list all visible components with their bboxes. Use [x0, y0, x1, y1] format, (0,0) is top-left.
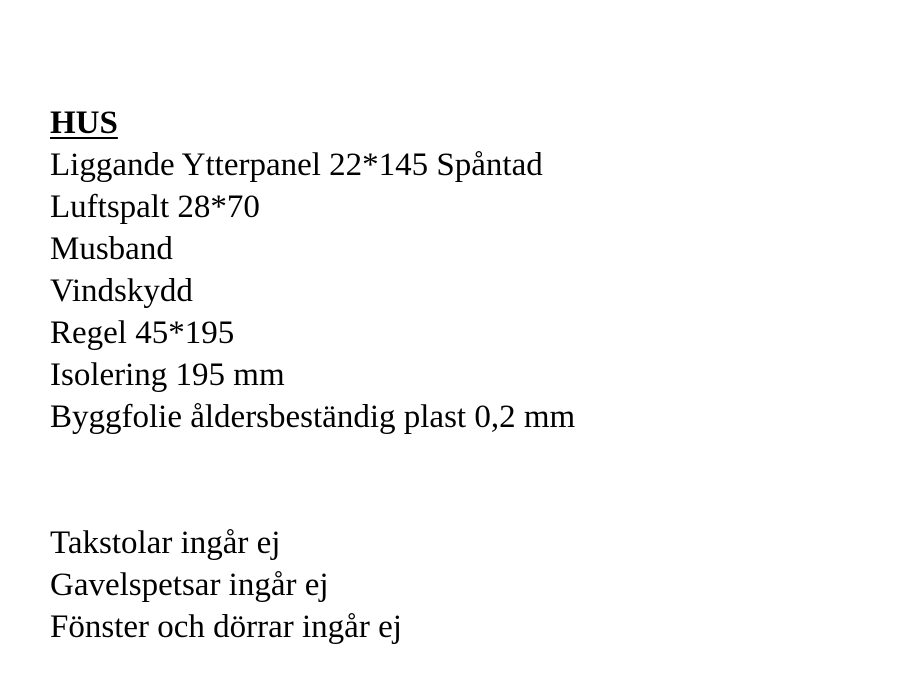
section-spacer [50, 438, 870, 522]
components-list [50, 144, 870, 438]
list-item-air-gap: Luftspalt 28*70 [50, 189, 260, 225]
exclusion-item-gable-tops: Gavelspetsar ingår ej [50, 567, 329, 603]
list-item-vapor-barrier: Byggfolie åldersbeständig plast 0,2 mm [50, 399, 576, 435]
list-item-mouse-band: Musband [50, 231, 173, 267]
list-item-insulation: Isolering 195 mm [50, 357, 285, 393]
list-item-stud: Regel 45*195 [50, 315, 235, 351]
list-item-wind-barrier: Vindskydd [50, 273, 193, 309]
exclusion-item-trusses: Takstolar ingår ej [50, 525, 281, 561]
exclusions-list [50, 522, 870, 648]
document-page [50, 102, 870, 648]
section-heading: HUS [50, 105, 118, 141]
list-item-outer-panel: Liggande Ytterpanel 22*145 Spåntad [50, 147, 543, 183]
exclusion-item-windows-doors: Fönster och dörrar ingår ej [50, 609, 402, 645]
